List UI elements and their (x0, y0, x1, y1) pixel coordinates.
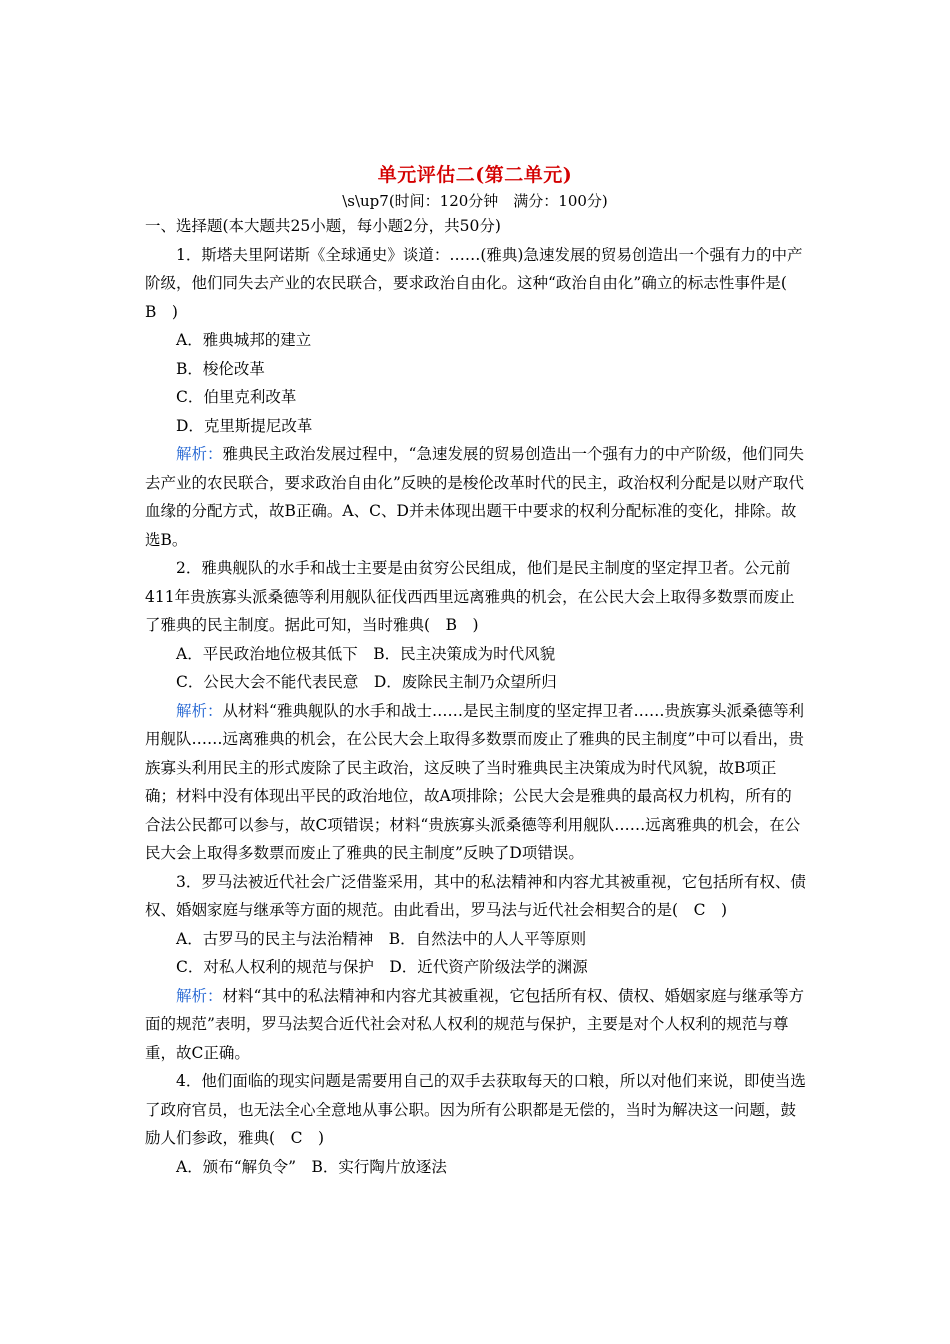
question-2-answer: B (445, 616, 457, 634)
question-3-stem-end: ) (705, 901, 727, 919)
question-3-options-cd: C．对私人权利的规范与保护 D．近代资产阶级法学的渊源 (176, 958, 588, 976)
document-body (145, 212, 807, 1181)
analysis-label: 解析： (176, 445, 223, 463)
question-1-option-b: B．梭伦改革 (176, 359, 265, 378)
analysis-text: 材料“其中的私法精神和内容尤其被重视，它包括所有权、债权、婚姻家庭与继承等方面的规范”表明，罗马法契合近代社会对私人权利的规范与保护，主要是对个人权利的规范与尊重，故C正确。 (145, 986, 804, 1062)
question-2-stem: 2．雅典舰队的水手和战士主要是由贫穷公民组成，他们是民主制度的坚定捍卫者。公元前411年贵族寡头派桑德等利用舰队征伐西西里远离雅典的机会，在公民大会上取得多数票而废止了雅典的民主制度。据此可知，当时雅典( (145, 559, 795, 634)
question-1-option-d: D．克里斯提尼改革 (176, 416, 313, 435)
page-title: 单元评估二(第二单元) (377, 164, 573, 186)
section-heading: 一、选择题(本大题共25小题，每小题2分，共50分) (145, 217, 501, 235)
question-1-analysis (145, 440, 807, 554)
question-1-stem-end: ) (156, 302, 178, 321)
question-4 (145, 1067, 807, 1153)
analysis-text: 雅典民主政治发展过程中，“急速发展的贸易创造出一个强有力的中产阶级，他们同失去产业的农民联合，要求政治自由化”反映的是梭伦改革时代的民主，政治权利分配是以财产取代血缘的分配方式，故B正确。A、C、D并未体现出题干中要求的权利分配标准的变化，排除。故选B。 (145, 445, 804, 549)
question-4-options-ab: A．颁布“解负令” B．实行陶片放逐法 (176, 1157, 447, 1176)
question-2-analysis (145, 697, 807, 868)
analysis-label: 解析： (176, 701, 223, 720)
question-4-stem-end: ) (302, 1129, 324, 1147)
question-1-stem: 1．斯塔夫里阿诺斯《全球通史》谈道：……(雅典)急速发展的贸易创造出一个强有力的中产阶级，他们同失去产业的农民联合，要求政治自由化。这种“政治自由化”确立的标志性事件是( (145, 245, 803, 292)
question-1-answer: B (145, 302, 157, 321)
question-2-options-cd: C．公民大会不能代表民意 D．废除民主制乃众望所归 (176, 673, 557, 691)
question-4-answer: C (290, 1129, 303, 1147)
question-3-answer: C (693, 901, 706, 919)
analysis-text: 从材料“雅典舰队的水手和战士……是民主制度的坚定捍卫者……贵族寡头派桑德等利用舰队……远离雅典的机会，在公民大会上取得多数票而废止了雅典的民主制度”中可以看出，贵族寡头利用民主的形式废除了民主政治，这反映了当时雅典民主决策成为时代风貌，故B项正确；材料中没有体现出平民的政治地位，故A项排除；公民大会是雅典的最高权力机构，所有的合法公民都可以参与，故C项错误；材料“贵族寡头派桑德等利用舰队……远离雅典的机会，在公民大会上取得多数票而废止了雅典的民主制度”反映了D项错误。 (145, 701, 804, 862)
exam-info: \s\up7(时间：120分钟 满分：100分) (342, 192, 608, 210)
question-2-options-ab: A．平民政治地位极其低下 B．民主决策成为时代风貌 (176, 644, 556, 663)
analysis-label: 解析： (176, 986, 223, 1005)
question-2 (145, 554, 807, 640)
question-3-options-ab: A．古罗马的民主与法治精神 B．自然法中的人人平等原则 (176, 929, 587, 948)
question-1-option-a: A．雅典城邦的建立 (176, 331, 312, 349)
question-2-stem-end: ) (456, 616, 479, 634)
question-3 (145, 868, 807, 925)
question-3-stem: 3．罗马法被近代社会广泛借鉴采用，其中的私法精神和内容尤其被重视，它包括所有权、债权、婚姻家庭与继承等方面的规范。由此看出，罗马法与近代社会相契合的是( (145, 872, 806, 919)
question-3-analysis (145, 982, 807, 1068)
question-1 (145, 241, 807, 327)
question-4-stem: 4．他们面临的现实问题是需要用自己的双手去获取每天的口粮，所以对他们来说，即使当选了政府官员，也无法全心全意地从事公职。因为所有公职都是无偿的，当时为解决这一问题，鼓励人们参政，雅典( (145, 1072, 806, 1147)
question-1-option-c: C．伯里克利改革 (176, 388, 297, 406)
